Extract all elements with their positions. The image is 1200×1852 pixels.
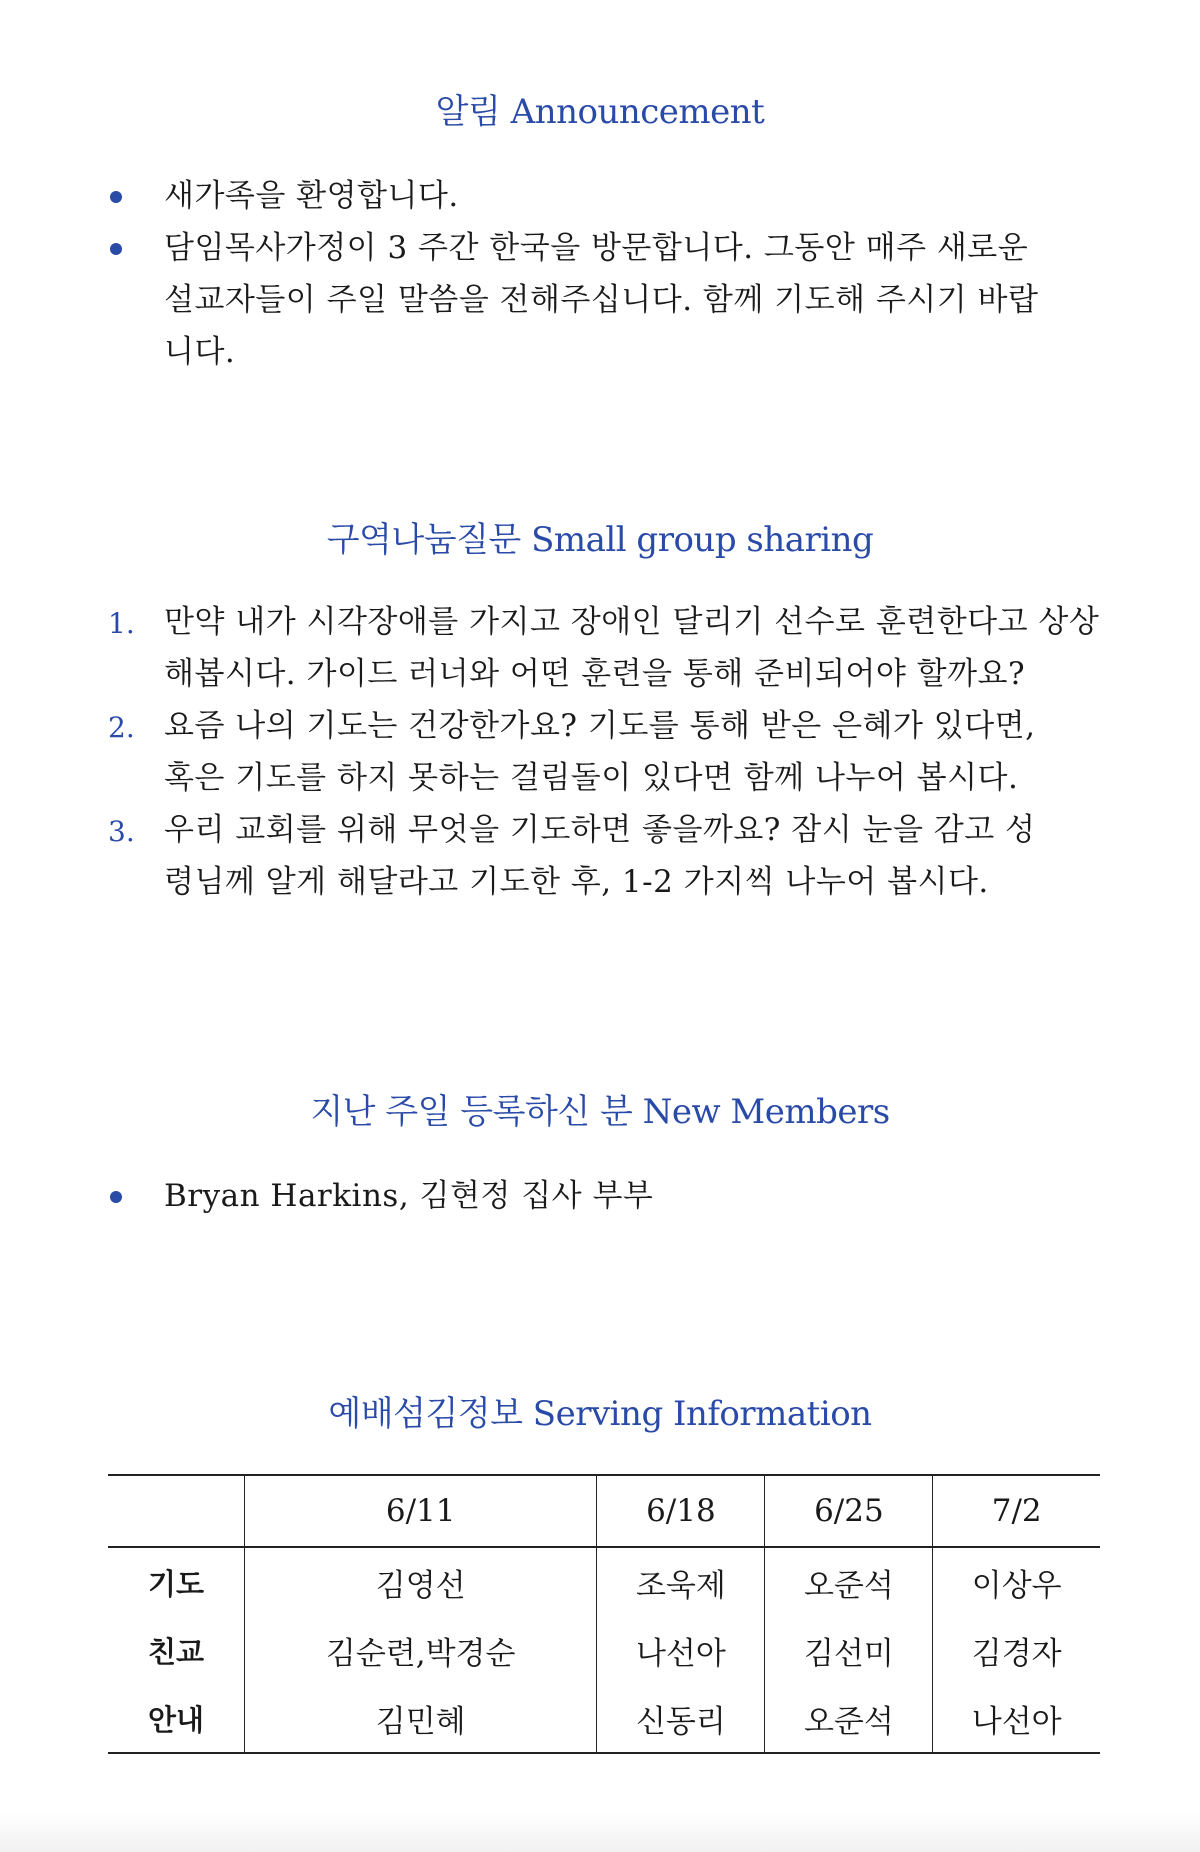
table-row (108, 1684, 1100, 1753)
new-members-title: 지난 주일 등록하신 분 New Members (310, 1092, 890, 1132)
bullet-icon (110, 1191, 122, 1203)
serving-table (108, 1474, 1100, 1754)
serving-title: 예배섬김정보 Serving Information (328, 1394, 872, 1434)
date-header: 6/11 (245, 1475, 597, 1547)
table-row (108, 1547, 1100, 1616)
table-cell: 김민혜 (245, 1684, 597, 1753)
table-cell: 김영선 (245, 1547, 597, 1616)
new-member-item: Bryan Harkins, 김현정 집사 부부 (164, 1178, 654, 1214)
small-group-title: 구역나눔질문 Small group sharing (326, 520, 874, 560)
table-cell: 이상우 (933, 1547, 1100, 1616)
page-bottom-shade (0, 1812, 1200, 1852)
list-item (108, 700, 1108, 804)
table-cell: 나선아 (597, 1616, 765, 1684)
question-text-2: 요즘 나의 기도는 건강한가요? 기도를 통해 받은 은혜가 있다면, 혹은 기도를 하지 못하는 걸림돌이 있다면 함께 나누어 봅시다. (164, 708, 1036, 796)
question-text-3: 우리 교회를 위해 무엇을 기도하면 좋을까요? 잠시 눈을 감고 성령님께 알게 해달라고 기도한 후, 1-2 가지씩 나누어 봅시다. (164, 812, 1036, 900)
table-cell: 김순련,박경순 (245, 1616, 597, 1684)
table-header-row (108, 1475, 1100, 1547)
list-item (108, 170, 1108, 222)
table-row (108, 1616, 1100, 1684)
role-label: 친교 (147, 1634, 205, 1669)
list-item (108, 222, 1124, 378)
table-cell: 김선미 (765, 1616, 933, 1684)
list-item (108, 1170, 1108, 1222)
announcement-item-1: 새가족을 환영합니다. (164, 178, 459, 214)
question-number-2: 2. (108, 711, 135, 744)
role-label: 기도 (147, 1566, 205, 1601)
table-corner-cell (108, 1475, 245, 1547)
date-header: 6/18 (597, 1475, 765, 1547)
new-members-list (108, 1170, 1108, 1222)
role-label: 안내 (108, 1684, 245, 1753)
question-text-1: 만약 내가 시각장애를 가지고 장애인 달리기 선수로 훈련한다고 상상해봅시다. 가이드 러너와 어떤 훈련을 통해 준비되어야 할까요? (164, 604, 1100, 692)
question-number-3: 3. (108, 815, 135, 848)
date-header: 6/25 (765, 1475, 933, 1547)
list-item (108, 596, 1108, 700)
table-cell: 오준석 (765, 1547, 933, 1616)
announcement-title: 알림 Announcement (435, 92, 765, 132)
bullet-icon (110, 191, 122, 203)
table-cell: 오준석 (765, 1684, 933, 1753)
list-item (108, 804, 1108, 908)
announcement-list (108, 170, 1108, 378)
table-cell: 신동리 (597, 1684, 765, 1753)
table-cell: 조욱제 (597, 1547, 765, 1616)
table-cell: 나선아 (933, 1684, 1100, 1753)
table-cell: 김경자 (933, 1616, 1100, 1684)
date-header: 7/2 (933, 1475, 1100, 1547)
bullet-icon (110, 243, 122, 255)
question-number-1: 1. (108, 607, 135, 640)
small-group-list (108, 596, 1108, 908)
announcement-item-2: 담임목사가정이 3 주간 한국을 방문합니다. 그동안 매주 새로운 설교자들이 주일 말씀을 전해주십니다. 함께 기도해 주시기 바랍니다. (164, 230, 1039, 370)
